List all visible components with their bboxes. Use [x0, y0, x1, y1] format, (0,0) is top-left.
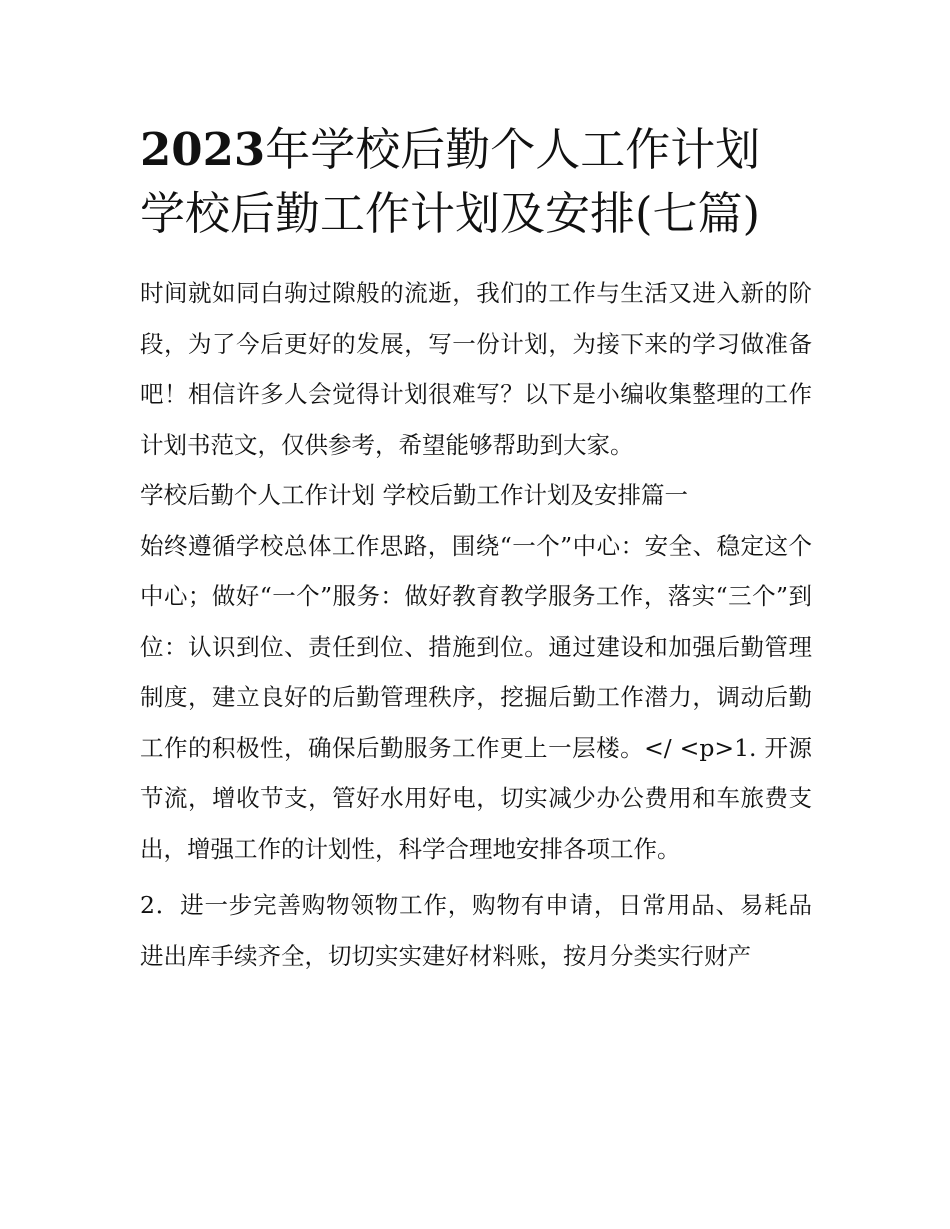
section-heading: 学校后勤个人工作计划 学校后勤工作计划及安排篇一 — [140, 481, 688, 509]
document-page — [140, 118, 812, 981]
body-paragraph: 始终遵循学校总体工作思路，围绕“一个”中心：安全、稳定这个中心；做好“一个”服务：做好教育教学服务工作，落实“三个”到位：认识到位、责任到位、措施到位。通过建设和加强后勤管理制度，建立良好的后勤管理秩序，挖掘后勤工作潜力，调动后勤工作的积极性，确保后勤服务工作更上一层楼。</ <p>1. 开源节流，增收节支，管好水用好电，切实减少办公费用和车旅费支出，增强工作的计划性，科学合理地安排各项工作。 — [140, 531, 812, 863]
intro-paragraph: 时间就如同白驹过隙般的流逝，我们的工作与生活又进入新的阶段，为了今后更好的发展，写一份计划，为接下来的学习做准备吧！相信许多人会觉得计划很难写？以下是小编收集整理的工作计划书范文，仅供参考，希望能够帮助到大家。 — [140, 279, 812, 459]
document-body — [140, 268, 812, 981]
title-year: 2023 — [140, 123, 266, 176]
document-title — [140, 118, 812, 246]
title-text: 年学校后勤个人工作计划 学校后勤工作计划及安排(七篇) — [140, 123, 761, 240]
body-paragraph: 2．进一步完善购物领物工作，购物有申请，日常用品、易耗品进出库手续齐全，切切实实建好材料账，按月分类实行财产 — [140, 891, 812, 970]
